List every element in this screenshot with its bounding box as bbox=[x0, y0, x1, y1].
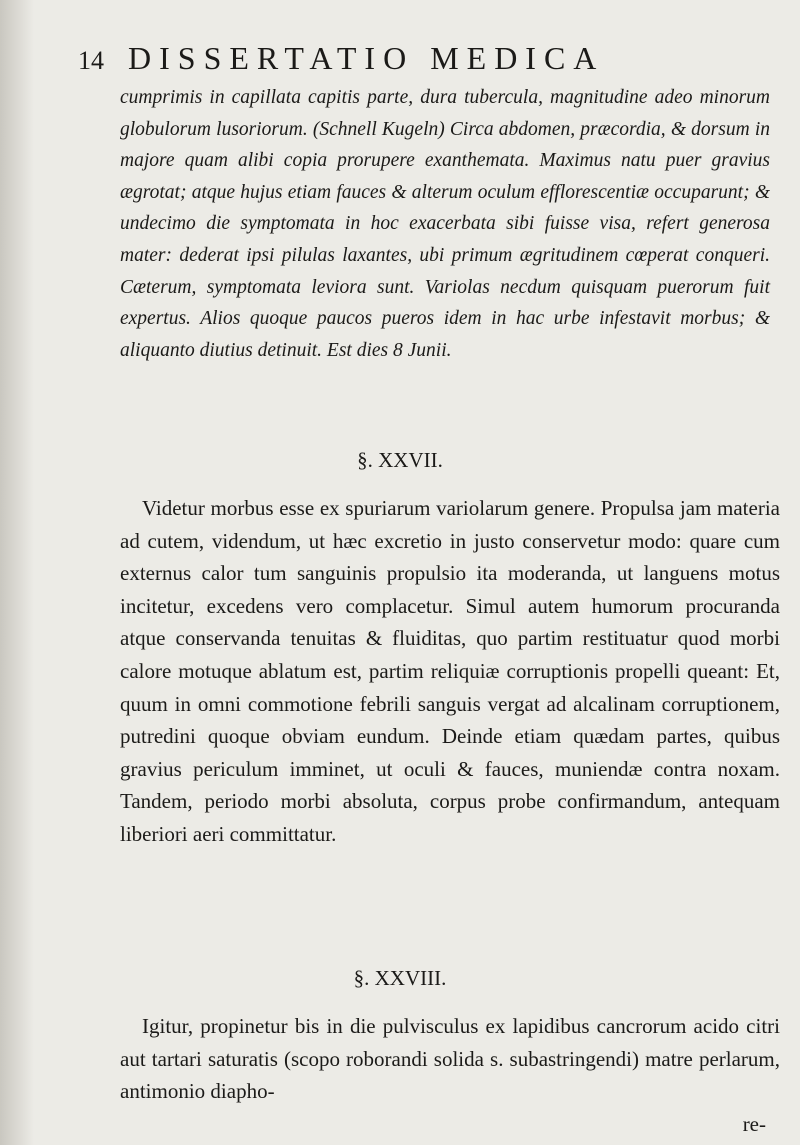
italic-paragraph bbox=[120, 82, 770, 366]
section-heading-28: §. XXVIII. bbox=[353, 966, 447, 990]
section-28-text: Igitur, propinetur bis in die pulvisculus ex lapidibus cancrorum acido citri aut tartari saturatis (scopo roborandi solida s. subastringendi) matre perlarum, antimonio diapho- bbox=[120, 1014, 780, 1104]
section-28-body bbox=[120, 1010, 780, 1108]
catchword: re- bbox=[742, 1112, 766, 1136]
page-header bbox=[78, 40, 678, 80]
section-27-body bbox=[120, 492, 780, 851]
page-number: 14 bbox=[78, 46, 104, 75]
section-27-text: Videtur morbus esse ex spuriarum variolarum genere. Propulsa jam materia ad cutem, videndum, ut hæc excretio in justo conservetur modo: quare cum externus calor tum sanguinis propulsio ita moderanda, ut languens motus incitetur, excedens vero complacetur. Simul autem humorum procuranda atque conservanda tenuitas & fluiditas, quo partim restituatur quod morbi calore motuque ablatum est, partim reliquiæ corruptionis propelli queant: Et, quum in omni commotione febrili sanguis vergat ad alcalinam corruptionem, putredini quoque obviam eundum. Deinde etiam quædam partes, quibus gravius periculum imminet, ut oculi & fauces, muniendæ contra noxam. Tandem, periodo morbi absoluta, corpus probe confirmandum, antequam liberiori aeri committatur. bbox=[120, 496, 780, 846]
running-title: DISSERTATIO MEDICA bbox=[128, 40, 605, 76]
section-heading-27: §. XXVII. bbox=[357, 448, 443, 472]
italic-paragraph-text: cumprimis in capillata capitis parte, dura tubercula, magnitudine adeo minorum globulorum lusoriorum. (Schnell Kugeln) Circa abdomen, præcordia, & dorsum in majore quam alibi copia prorupere exanthemata. Maximus natu puer gravius ægrotat; atque hujus etiam fauces & alterum oculum efflorescentiæ occuparunt; & undecimo die symptomata in hoc exacerbata sibi fuisse visa, refert generosa mater: dederat ipsi pilulas laxantes, ubi primum ægritudinem cœperat conqueri. Cæterum, symptomata leviora sunt. Variolas necdum quisquam puerorum fuit expertus. Alios quoque paucos pueros idem in hac urbe infestavit morbus; & aliquanto diutius detinuit. Est dies 8 Junii. bbox=[120, 87, 770, 361]
